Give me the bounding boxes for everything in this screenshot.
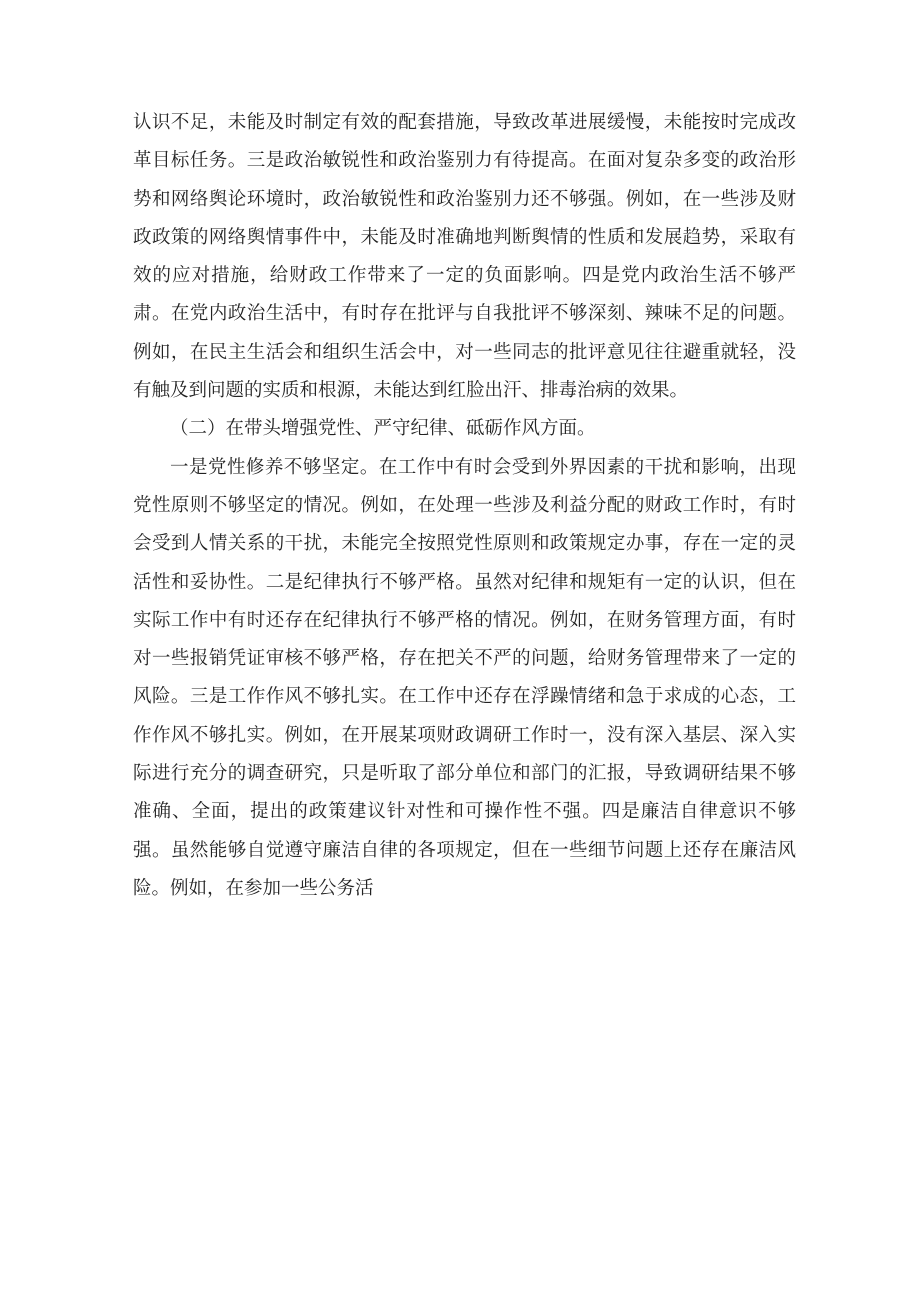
document-body (133, 104, 796, 908)
paragraph-body: 一是党性修养不够坚定。在工作中有时会受到外界因素的干扰和影响，出现党性原则不够坚定的情况。例如，在处理一些涉及利益分配的财政工作时，有时会受到人情关系的干扰，未能完全按照党性原则和政策规定办事，存在一定的灵活性和妥协性。二是纪律执行不够严格。虽然对纪律和规矩有一定的认识，但在实际工作中有时还存在纪律执行不够严格的情况。例如，在财务管理方面，有时对一些报销凭证审核不够严格，存在把关不严的问题，给财务管理带来了一定的风险。三是工作作风不够扎实。在工作中还存在浮躁情绪和急于求成的心态，工作作风不够扎实。例如，在开展某项财政调研工作时一，没有深入基层、深入实际进行充分的调查研究，只是听取了部分单位和部门的汇报，导致调研结果不够准确、全面，提出的政策建议针对性和可操作性不强。四是廉洁自律意识不够强。虽然能够自觉遵守廉洁自律的各项规定，但在一些细节问题上还存在廉洁风险。例如，在参加一些公务活 (133, 456, 796, 899)
paragraph-continued-body: 认识不足，未能及时制定有效的配套措施，导致改革进展缓慢，未能按时完成改革目标任务。三是政治敏锐性和政治鉴别力有待提高。在面对复杂多变的政治形势和网络舆论环境时，政治敏锐性和政治鉴别力还不够强。例如，在一些涉及财政政策的网络舆情事件中，未能及时准确地判断舆情的性质和发展趋势，采取有效的应对措施，给财政工作带来了一定的负面影响。四是党内政治生活不够严肃。在党内政治生活中，有时存在批评与自我批评不够深刻、辣味不足的问题。例如，在民主生活会和组织生活会中，对一些同志的批评意见往往避重就轻，没有触及到问题的实质和根源，未能达到红脸出汗、排毒治病的效果。 (133, 112, 796, 402)
section-heading: （二）在带头增强党性、严守纪律、砥砺作风方面。 (170, 418, 596, 440)
